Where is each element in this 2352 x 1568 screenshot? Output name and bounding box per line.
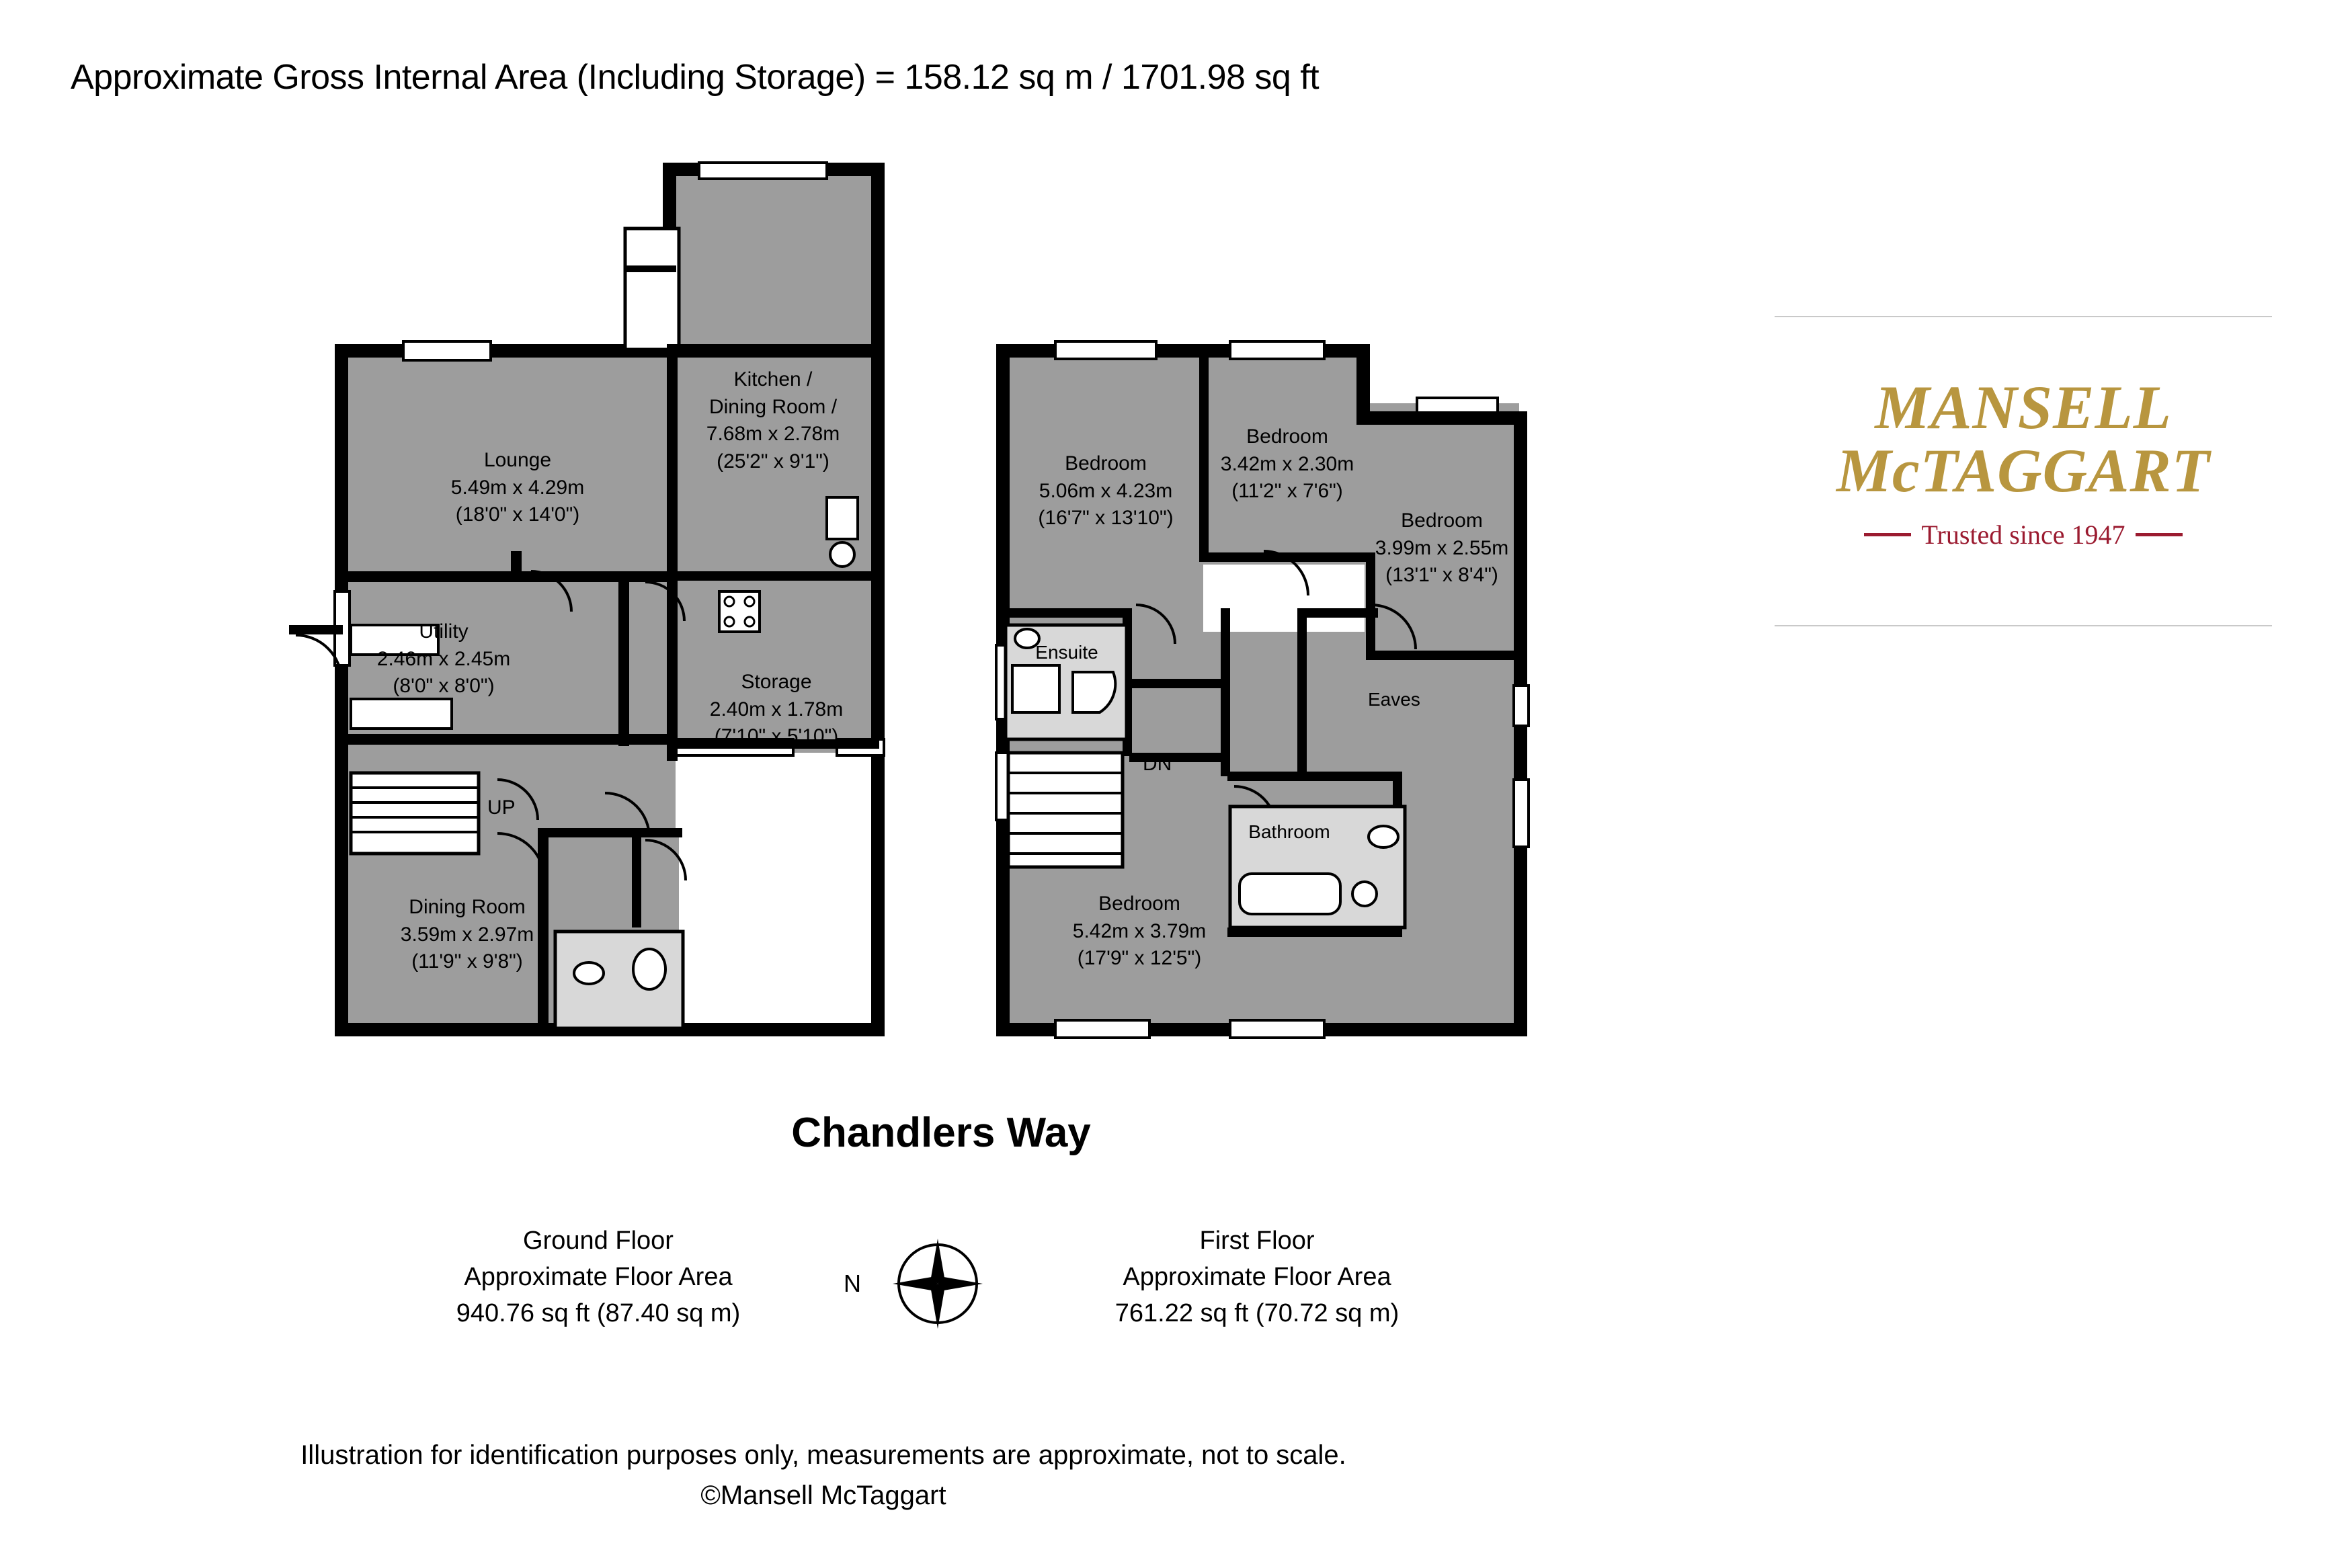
ground-floor-name: Ground Floor: [523, 1227, 674, 1255]
compass-icon: [884, 1233, 991, 1334]
room-label-bathroom: Bathroom: [1248, 821, 1330, 842]
stairs-down-marker: DN: [1143, 753, 1172, 775]
room-label-storage: Storage 2.40m x 1.78m (7'10" x 5'10"): [709, 671, 844, 747]
ground-floor-summary: [390, 1223, 807, 1332]
room-label-lounge: Lounge 5.49m x 4.29m (18'0" x 14'0"): [450, 449, 585, 526]
compass-north-label: N: [844, 1270, 861, 1297]
room-label-bedroom-4: Bedroom 5.42m x 3.79m (17'9" x 12'5"): [1072, 893, 1207, 969]
room-label-utility: Utility 2.46m x 2.45m (8'0" x 8'0"): [376, 620, 511, 697]
room-label-bedroom-2: Bedroom 3.42m x 2.30m (11'2" x 7'6"): [1220, 425, 1354, 502]
room-label-bedroom-1: Bedroom 5.06m x 4.23m (16'7" x 13'10"): [1038, 452, 1174, 529]
brand-name-line2: McTAGGART: [1836, 436, 2210, 505]
footer-disclaimer: [0, 1435, 1647, 1516]
property-title: Chandlers Way: [791, 1110, 1091, 1156]
first-floor-name: First Floor: [1199, 1227, 1315, 1255]
footer-line-2: ©Mansell McTaggart: [700, 1481, 946, 1510]
room-label-ensuite: Ensuite: [1035, 642, 1098, 663]
brand-tagline: Trusted since 1947: [1921, 519, 2125, 550]
ground-floor-area-value: 940.76 sq ft (87.40 sq m): [456, 1298, 741, 1327]
brand-name-line1: MANSELL: [1875, 373, 2172, 442]
room-label-dining-room: Dining Room 3.59m x 2.97m (11'9" x 9'8"): [400, 896, 534, 973]
first-floor-area-label: Approximate Floor Area: [1123, 1262, 1391, 1291]
first-floor-area-value: 761.22 sq ft (70.72 sq m): [1114, 1298, 1400, 1327]
page-title: Approximate Gross Internal Area (Including Storage) = 158.12 sq m / 1701.98 sq ft: [71, 58, 1320, 97]
eaves-marker: Eaves: [1368, 689, 1420, 710]
footer-line-1: Illustration for identification purposes only, measurements are approximate, not to scale.: [300, 1440, 1346, 1470]
room-label-kitchen-dining: Kitchen / Dining Room / 7.68m x 2.78m (25'2" x 9'1"): [706, 368, 840, 472]
compass-rose: [844, 1233, 1012, 1334]
room-label-bedroom-3: Bedroom 3.99m x 2.55m (13'1" x 8'4"): [1375, 509, 1509, 586]
first-floor-summary: [1049, 1223, 1465, 1332]
stairs-up-marker: UP: [487, 796, 516, 819]
ground-floor-area-label: Approximate Floor Area: [464, 1262, 733, 1291]
